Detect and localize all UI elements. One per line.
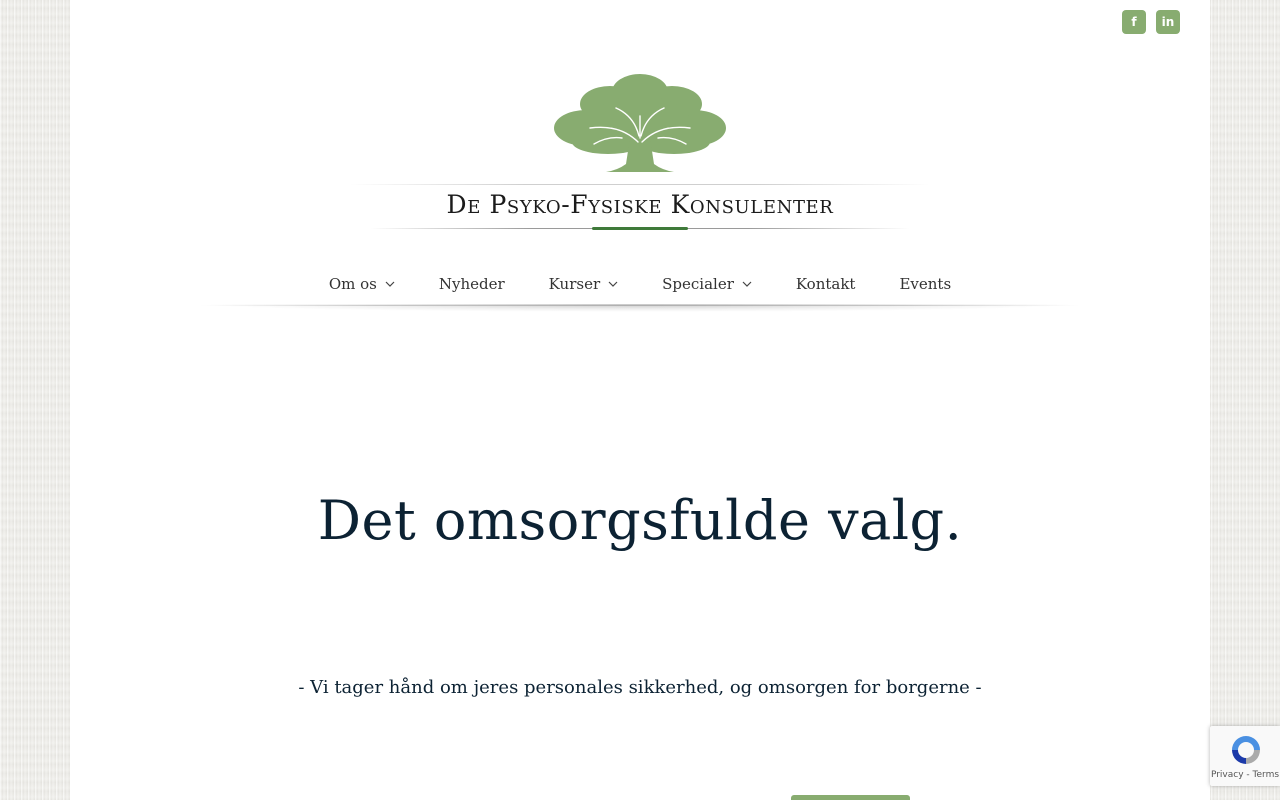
nav-item-events[interactable] bbox=[899, 275, 951, 293]
nav-item-kurser[interactable] bbox=[549, 275, 618, 293]
recaptcha-icon bbox=[1228, 732, 1264, 768]
site-logo[interactable] bbox=[340, 72, 940, 234]
recaptcha-badge[interactable] bbox=[1210, 726, 1280, 786]
linkedin-icon[interactable]: in bbox=[1156, 10, 1180, 34]
page-container bbox=[70, 0, 1210, 800]
chevron-down-icon bbox=[742, 281, 752, 287]
privacy-link[interactable]: Privacy bbox=[1210, 770, 1244, 780]
nav-item-nyheder[interactable] bbox=[439, 275, 505, 293]
nav-item-label: Om os bbox=[328, 275, 377, 293]
logo-title: De Psyko-Fysiske Konsulenter bbox=[446, 190, 834, 219]
nav-shadow bbox=[200, 304, 1080, 312]
nav-item-label: Kontakt bbox=[795, 275, 856, 293]
chevron-down-icon bbox=[385, 281, 395, 287]
nav-item-label: Events bbox=[899, 275, 952, 293]
hero-title: Det omsorgsfulde valg. bbox=[317, 489, 963, 552]
nav-item-om-os[interactable] bbox=[329, 275, 395, 293]
tree-logo-icon bbox=[550, 72, 730, 176]
logo-accent-bar bbox=[592, 227, 688, 230]
nav-item-label: Specialer bbox=[662, 275, 734, 293]
social-links bbox=[1122, 10, 1180, 34]
main-nav bbox=[70, 264, 1210, 304]
hero-tagline: - Vi tager hånd om jeres personales sikkerhed, og omsorgen for borgerne - bbox=[298, 677, 982, 698]
nav-item-specialer[interactable] bbox=[662, 275, 752, 293]
chevron-down-icon bbox=[608, 281, 618, 287]
nav-item-label: Nyheder bbox=[438, 275, 505, 293]
facebook-icon[interactable]: f bbox=[1122, 10, 1146, 34]
cta-button[interactable] bbox=[791, 795, 910, 800]
recaptcha-links bbox=[1210, 770, 1280, 780]
link-separator: - bbox=[1243, 770, 1253, 780]
nav-item-label: Kurser bbox=[548, 275, 601, 293]
nav-item-kontakt[interactable] bbox=[796, 275, 856, 293]
terms-link[interactable]: Terms bbox=[1252, 770, 1280, 780]
